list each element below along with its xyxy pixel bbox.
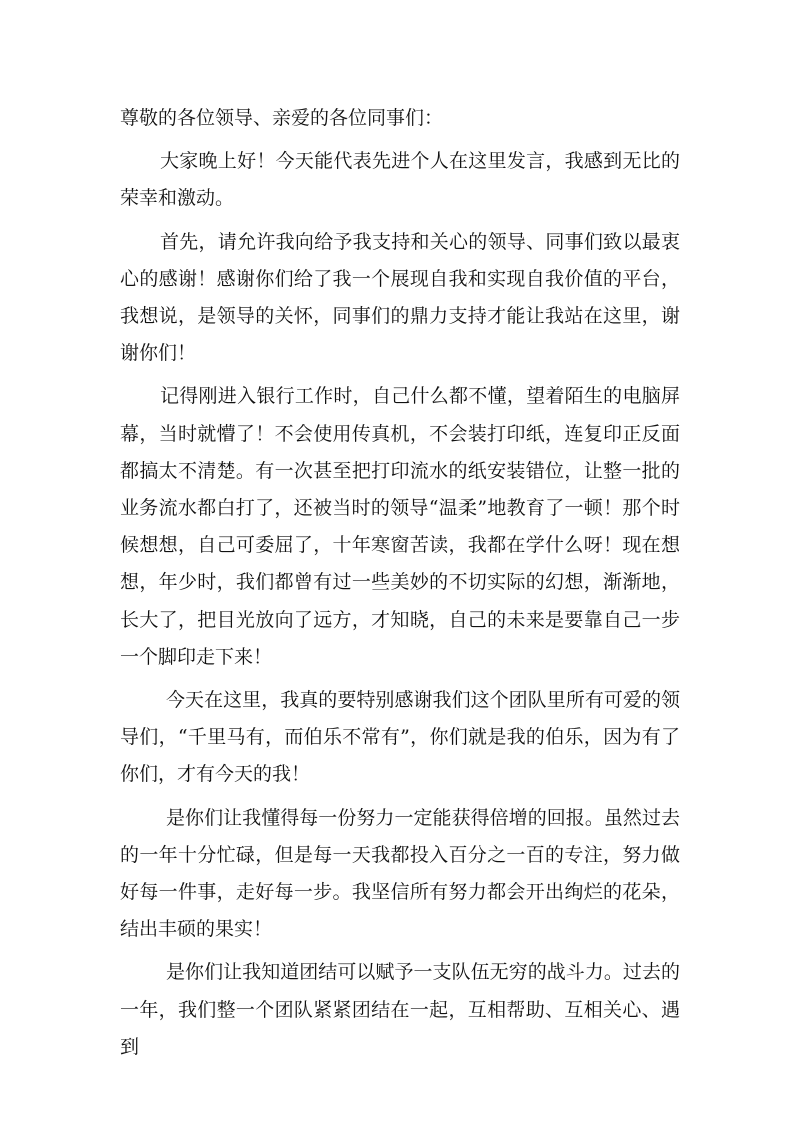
paragraph-memories: 记得刚进入银行工作时，自己什么都不懂，望着陌生的电脑屏幕，当时就懵了！不会使用传真机，不会装打印纸，连复印正反面都搞太不清楚。有一次甚至把打印流水的纸安装错位，让整一批的业务流水都白打了，还被当时的领导“温柔”地教育了一顿！那个时候想想，自己可委屈了，十年寒窗苦读，我都在学什么呀！现在想想，年少时，我们都曾有过一些美妙的不切实际的幻想，渐渐地，长大了，把目光放向了远方，才知晓，自己的未来是要靠自己一步一个脚印走下来！ bbox=[120, 385, 680, 668]
paragraph-effort: 是你们让我懂得每一份努力一定能获得倍增的回报。虽然过去的一年十分忙碌，但是每一天我都投入百分之一百的专注，努力做好每一件事，走好每一步。我坚信所有努力都会开出绚烂的花朵，结出丰硕的果实！ bbox=[120, 806, 680, 941]
paragraph-gratitude-leaders: 今天在这里，我真的要特别感谢我们这个团队里所有可爱的领导们，“千里马有，而伯乐不常有”，你们就是我的伯乐，因为有了你们，才有今天的我！ bbox=[120, 689, 680, 786]
salutation: 尊敬的各位领导、亲爱的各位同事们： bbox=[120, 107, 444, 129]
speech-body bbox=[120, 100, 680, 1066]
paragraph-greeting: 大家晚上好！今天能代表先进个人在这里发言，我感到无比的荣幸和激动。 bbox=[120, 150, 680, 210]
paragraph-thanks: 首先，请允许我向给予我支持和关心的领导、同事们致以最衷心的感谢！感谢你们给了我一个展现自我和实现自我价值的平台，我想说，是领导的关怀，同事们的鼎力支持才能让我站在这里，谢谢你们！ bbox=[120, 230, 680, 365]
paragraph-unity: 是你们让我知道团结可以赋予一支队伍无穷的战斗力。过去的一年，我们整一个团队紧紧团结在一起，互相帮助、互相关心、遇到 bbox=[120, 961, 680, 1058]
